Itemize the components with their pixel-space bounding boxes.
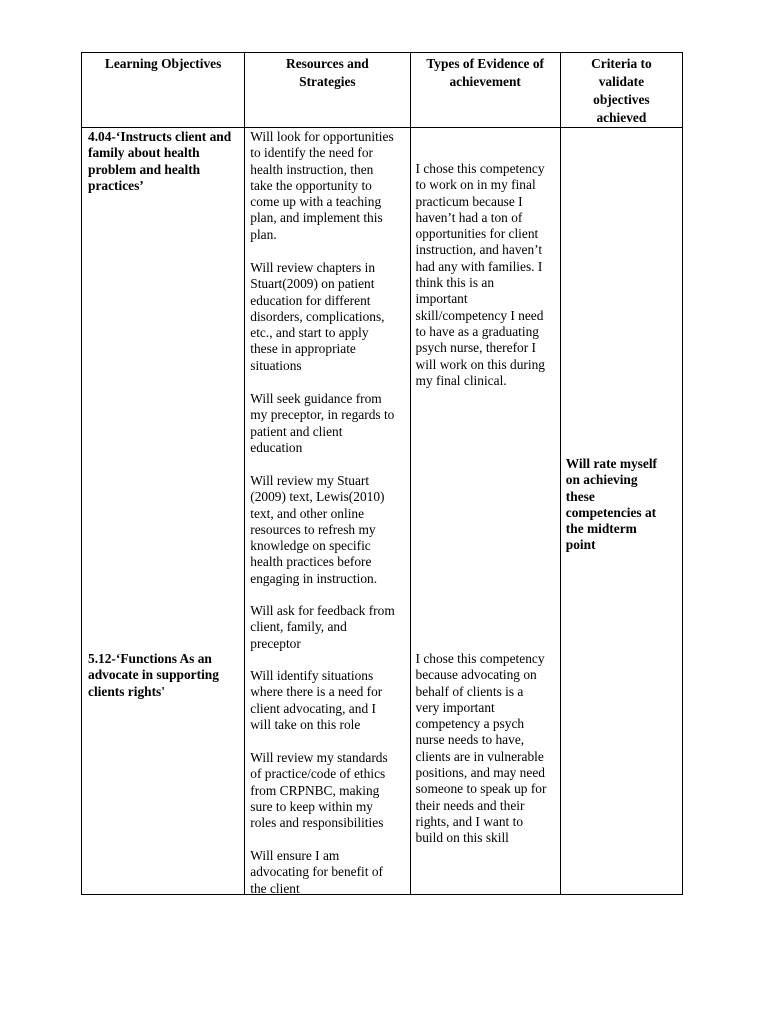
header-resources-strategies: Resources and Strategies xyxy=(245,53,410,128)
resource-item: Will review chapters in Stuart(2009) on patient education for different disorders, complications, etc., and start to apply these in appropriate situations xyxy=(250,260,385,373)
header-learning-objectives: Learning Objectives xyxy=(82,53,245,128)
header-types-evidence: Types of Evidence of achievement xyxy=(410,53,560,128)
resources-cell xyxy=(245,128,410,895)
resource-item: Will review my Stuart (2009) text, Lewis(2010) text, and other online resources to refresh my knowledge on specific health practices before engaging in instruction. xyxy=(250,473,385,586)
criteria-item: Will rate myself on achieving these competencies at the midterm point xyxy=(565,456,658,553)
evidence-item: I chose this competency to work on in my final practicum because I haven’t had a ton of opportunities for client instruction, and haven’t had any with families. I think this is an important skill/competency I need to have as a graduating psych nurse, therefor I will work on this during my final clinical. xyxy=(415,161,545,388)
resource-item: Will identify situations where there is a need for client advocating, and I will take on this role xyxy=(250,668,383,732)
competency-table xyxy=(81,52,683,895)
resource-item: Will seek guidance from my preceptor, in regards to patient and client education xyxy=(250,391,395,455)
objective-4-04: 4.04-‘Instructs client and family about health problem and health practices’ xyxy=(88,129,232,193)
evidence-cell xyxy=(410,128,560,895)
body-row xyxy=(82,128,683,895)
resource-item: Will ensure I am advocating for benefit of the client xyxy=(250,848,384,896)
header-criteria-validate: Criteria to validate objectives achieved xyxy=(560,53,682,128)
resource-item: Will review my standards of practice/code of ethics from CRPNBC, making sure to keep within my roles and responsibilities xyxy=(250,750,388,831)
resource-item: Will look for opportunities to identify the need for health instruction, then take the opportunity to come up with a teaching plan, and implement this plan. xyxy=(250,129,394,242)
criteria-cell xyxy=(560,128,682,895)
resource-item: Will ask for feedback from client, family, and preceptor xyxy=(250,603,395,651)
evidence-item: I chose this competency because advocating on behalf of clients is a very important competency a psych nurse needs to have, clients are in vulnerable positions, and may need someone to speak up for their needs and their rights, and I want to build on this skill xyxy=(415,651,547,846)
header-row xyxy=(82,53,683,128)
objective-5-12: 5.12-‘Functions As an advocate in supporting clients rights' xyxy=(88,651,219,699)
objectives-cell xyxy=(82,128,245,895)
